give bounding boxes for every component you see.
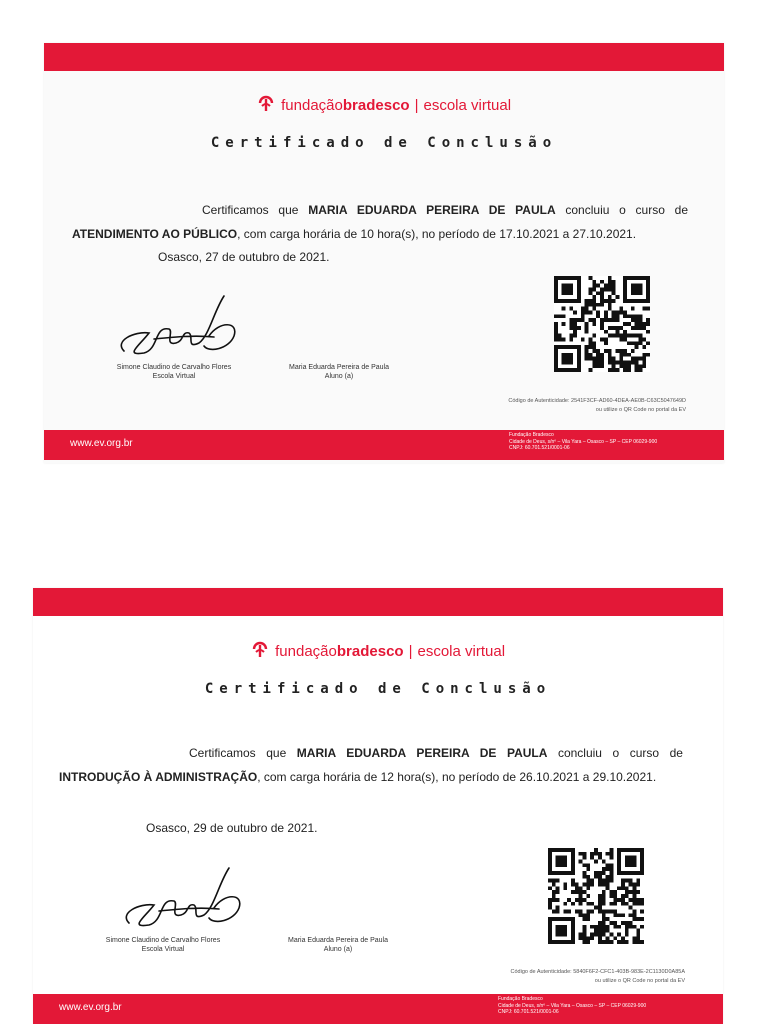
signature-image (114, 291, 244, 363)
bradesco-tree-icon (257, 95, 275, 113)
student-name: MARIA EDUARDA PEREIRA DE PAULA (308, 203, 556, 217)
qr-code[interactable] (548, 848, 644, 944)
signature-image (119, 863, 249, 935)
auth-code-line: Código de Autenticidade: 5840F6F2-CFC1-403B-983E-2C1130D0A85A (510, 969, 685, 975)
course-name: ATENDIMENTO AO PÚBLICO (72, 227, 238, 241)
student-sig-name: Maria Eduarda Pereira de Paula (287, 937, 388, 944)
intro-text: Certificamos que (202, 203, 299, 217)
footer-address (498, 996, 646, 1016)
certificate-title: Certificado de Conclusão (210, 135, 558, 151)
student-sig-role: Aluno (a) (324, 373, 354, 380)
fundacao-bradesco-logo (33, 641, 723, 660)
course-name: INTRODUÇÃO À ADMINISTRAÇÃO (59, 770, 258, 784)
course-details: , com carga horária de 10 hora(s), no período de 17.10.2021 a 27.10.2021. (237, 227, 637, 241)
address-cnpj: CNPJ: 60.701.521/0001-06 (509, 445, 570, 451)
footer-site-link[interactable]: www.ev.org.br (70, 438, 133, 449)
footer-bar (33, 994, 723, 1024)
footer-address (509, 432, 657, 452)
course-details: , com carga horária de 12 hora(s), no período de 26.10.2021 a 29.10.2021. (257, 770, 657, 784)
signer-name: Simone Claudino de Carvalho Flores (105, 937, 221, 944)
qr-code[interactable] (554, 276, 650, 372)
footer-site-link[interactable]: www.ev.org.br (59, 1002, 122, 1013)
top-bar (44, 43, 724, 71)
fundacao-bradesco-logo (44, 95, 724, 114)
intro-text: Certificamos que (189, 746, 287, 760)
student-signature-block (263, 936, 413, 954)
student-signature-block (264, 363, 414, 381)
certificate-body (72, 198, 688, 246)
top-bar (33, 588, 723, 616)
logo-brand: bradesco (342, 97, 410, 114)
certificate-2 (33, 588, 723, 1024)
bradesco-tree-icon (251, 641, 269, 659)
footer-bar (44, 430, 724, 460)
address-cnpj: CNPJ: 60.701.521/0001-06 (498, 1009, 559, 1015)
authenticity-code (511, 968, 685, 986)
place-date: Osasco, 27 de outubro de 2021. (158, 250, 330, 264)
logo-brand: bradesco (336, 643, 404, 660)
logo-separator: | (414, 97, 419, 114)
certificate-title: Certificado de Conclusão (204, 681, 552, 697)
place-date: Osasco, 29 de outubro de 2021. (146, 821, 318, 835)
auth-qr-hint: ou utilize o QR Code no portal da EV (594, 978, 685, 984)
auth-code-line: Código de Autenticidade: 2541F3CF-AD60-4DEA-AE0B-C63C5047649D (508, 398, 686, 404)
signer-block (99, 363, 249, 381)
mid-text: concluiu o curso de (557, 746, 683, 760)
address-street: Cidade de Deus, s/nº – Vila Yara – Osasco – SP – CEP 06029-900 (509, 438, 658, 445)
authenticity-code (508, 397, 686, 415)
auth-qr-hint: ou utilize o QR Code no portal da EV (595, 407, 686, 413)
mid-text: concluiu o curso de (565, 203, 688, 217)
logo-school: escola virtual (417, 643, 506, 660)
logo-school: escola virtual (423, 97, 512, 114)
student-sig-role: Aluno (a) (323, 946, 353, 953)
signer-block (88, 936, 238, 954)
signer-name: Simone Claudino de Carvalho Flores (116, 364, 232, 371)
student-sig-name: Maria Eduarda Pereira de Paula (288, 364, 389, 371)
address-org: Fundação Bradesco (498, 996, 543, 1002)
signer-role: Escola Virtual (152, 373, 196, 380)
address-street: Cidade de Deus, s/nº – Vila Yara – Osasco – SP – CEP 06029-900 (498, 1002, 647, 1009)
student-name: MARIA EDUARDA PEREIRA DE PAULA (296, 746, 548, 760)
certificate-body (59, 741, 683, 789)
certificate-1 (44, 43, 724, 463)
logo-fundacao: fundação (275, 643, 337, 660)
signer-role: Escola Virtual (141, 946, 185, 953)
address-org: Fundação Bradesco (509, 432, 554, 438)
logo-fundacao: fundação (281, 97, 343, 114)
logo-separator: | (408, 643, 413, 660)
